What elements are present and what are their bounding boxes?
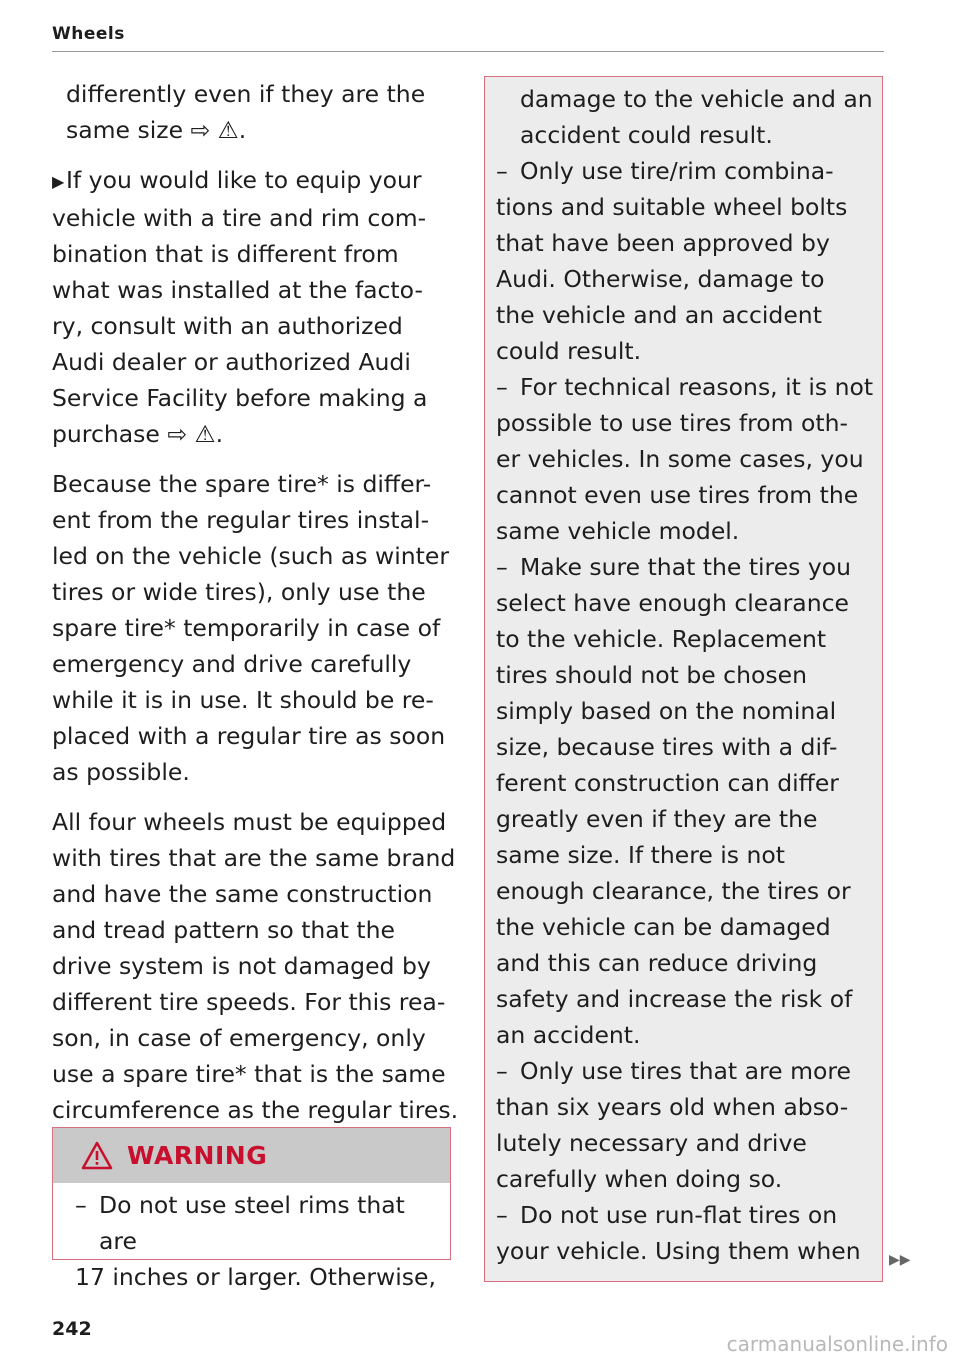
left-column <box>52 76 462 1142</box>
four-wheels-paragraph <box>52 804 462 1128</box>
dash-marker: – <box>496 553 508 581</box>
text-line: same vehicle model. <box>496 517 740 545</box>
text-line: Make sure that the tires you <box>520 553 852 581</box>
text-line: accident could result. <box>520 121 773 149</box>
text-line: enough clearance, the tires or <box>496 877 851 905</box>
text-line: tires or wide tires), only use the <box>52 578 426 606</box>
text-line: Do not use run-flat tires on <box>520 1201 838 1229</box>
text-line: spare tire* temporarily in case of <box>52 614 441 642</box>
text-line: er vehicles. In some cases, you <box>496 445 864 473</box>
text-line: ry, consult with an authorized <box>52 312 403 340</box>
text-line: could result. <box>496 337 642 365</box>
text-line: to the vehicle. Replacement <box>496 625 827 653</box>
text-line: For technical reasons, it is not <box>520 373 874 401</box>
text-line: as possible. <box>52 758 190 786</box>
text-line: and have the same construction <box>52 880 433 908</box>
text-line: bination that is different from <box>52 240 399 268</box>
watermark: carmanualsonline.info <box>726 1332 948 1356</box>
text-line: 17 inches or larger. Otherwise, <box>75 1263 436 1291</box>
text-line: an accident. <box>496 1021 641 1049</box>
text-line: vehicle with a tire and rim com- <box>52 204 427 232</box>
text-line: and tread pattern so that the <box>52 916 395 944</box>
text-line: use a spare tire* that is the same <box>52 1060 446 1088</box>
text-line: cannot even use tires from the <box>496 481 859 509</box>
text-line: possible to use tires from oth- <box>496 409 848 437</box>
text-line: same size. If there is not <box>496 841 786 869</box>
text-line: Audi. Otherwise, damage to <box>496 265 825 293</box>
dash-marker: – <box>75 1191 87 1219</box>
text-line: Audi dealer or authorized Audi <box>52 348 411 376</box>
warning-item <box>496 549 882 1053</box>
text-line: damage to the vehicle and an <box>520 85 873 113</box>
text-line: carefully when doing so. <box>496 1165 783 1193</box>
text-line: differently even if they are the <box>66 80 426 108</box>
warning-item <box>496 1053 882 1197</box>
warning-title: WARNING <box>127 1141 268 1170</box>
warning-item <box>496 369 882 549</box>
text-line: what was installed at the facto- <box>52 276 423 304</box>
text-line: Do not use steel rims that are <box>99 1191 405 1255</box>
text-line: select have enough clearance <box>496 589 849 617</box>
text-line: If you would like to equip your <box>66 166 422 194</box>
warning-box <box>52 1127 451 1291</box>
text-line: with tires that are the same brand <box>52 844 456 872</box>
text-line: your vehicle. Using them when <box>496 1237 861 1265</box>
warning-triangle-icon <box>81 1141 113 1170</box>
text-line: All four wheels must be equipped <box>52 808 447 836</box>
text-line: while it is in use. It should be re- <box>52 686 434 714</box>
continuation-text <box>52 76 462 148</box>
text-line: simply based on the nominal <box>496 697 837 725</box>
dash-marker: – <box>496 1057 508 1085</box>
text-line: and this can reduce driving <box>496 949 818 977</box>
text-line: different tire speeds. For this rea- <box>52 988 446 1016</box>
text-line: the vehicle and an accident <box>496 301 822 329</box>
text-line: Because the spare tire* is differ- <box>52 470 432 498</box>
warning-item <box>496 1197 882 1269</box>
dash-marker: – <box>496 1201 508 1229</box>
text-line: that have been approved by <box>496 229 830 257</box>
text-line: same size ⇨ ⚠. <box>66 116 247 144</box>
text-line: Service Facility before making a <box>52 384 428 412</box>
text-line: ent from the regular tires instal- <box>52 506 430 534</box>
text-line: led on the vehicle (such as winter <box>52 542 449 570</box>
text-line: Only use tire/rim combina- <box>520 157 834 185</box>
text-line: lutely necessary and drive <box>496 1129 807 1157</box>
warning-body <box>53 1183 450 1295</box>
section-header: Wheels <box>52 24 125 44</box>
text-line: circumference as the regular tires. <box>52 1096 459 1124</box>
warning-item <box>75 1187 450 1295</box>
bullet-triangle-icon: ▶ <box>52 172 65 191</box>
page-number: 242 <box>52 1318 92 1340</box>
text-line: son, in case of emergency, only <box>52 1024 426 1052</box>
warning-item <box>496 153 882 369</box>
spare-tire-paragraph <box>52 466 462 790</box>
text-line: purchase ⇨ ⚠. <box>52 420 224 448</box>
text-line: emergency and drive carefully <box>52 650 412 678</box>
header-divider <box>52 51 884 52</box>
text-line: size, because tires with a dif- <box>496 733 838 761</box>
text-line: placed with a regular tire as soon <box>52 722 446 750</box>
text-line: greatly even if they are the <box>496 805 818 833</box>
warning-header <box>53 1128 450 1183</box>
text-line: ferent construction can differ <box>496 769 839 797</box>
warning-continuation-box <box>484 76 883 1282</box>
text-line: Only use tires that are more <box>520 1057 851 1085</box>
warning-continuation-body <box>485 77 882 1269</box>
text-line: tions and suitable wheel bolts <box>496 193 848 221</box>
text-line: tires should not be chosen <box>496 661 807 689</box>
dash-marker: – <box>496 157 508 185</box>
continuation-text <box>496 81 882 153</box>
dash-marker: – <box>496 373 508 401</box>
text-line: safety and increase the risk of <box>496 985 853 1013</box>
text-line: than six years old when abso- <box>496 1093 849 1121</box>
text-line: drive system is not damaged by <box>52 952 431 980</box>
continue-arrow-icon: ▶▶ <box>889 1252 911 1268</box>
text-line: the vehicle can be damaged <box>496 913 831 941</box>
bullet-item <box>52 162 462 452</box>
